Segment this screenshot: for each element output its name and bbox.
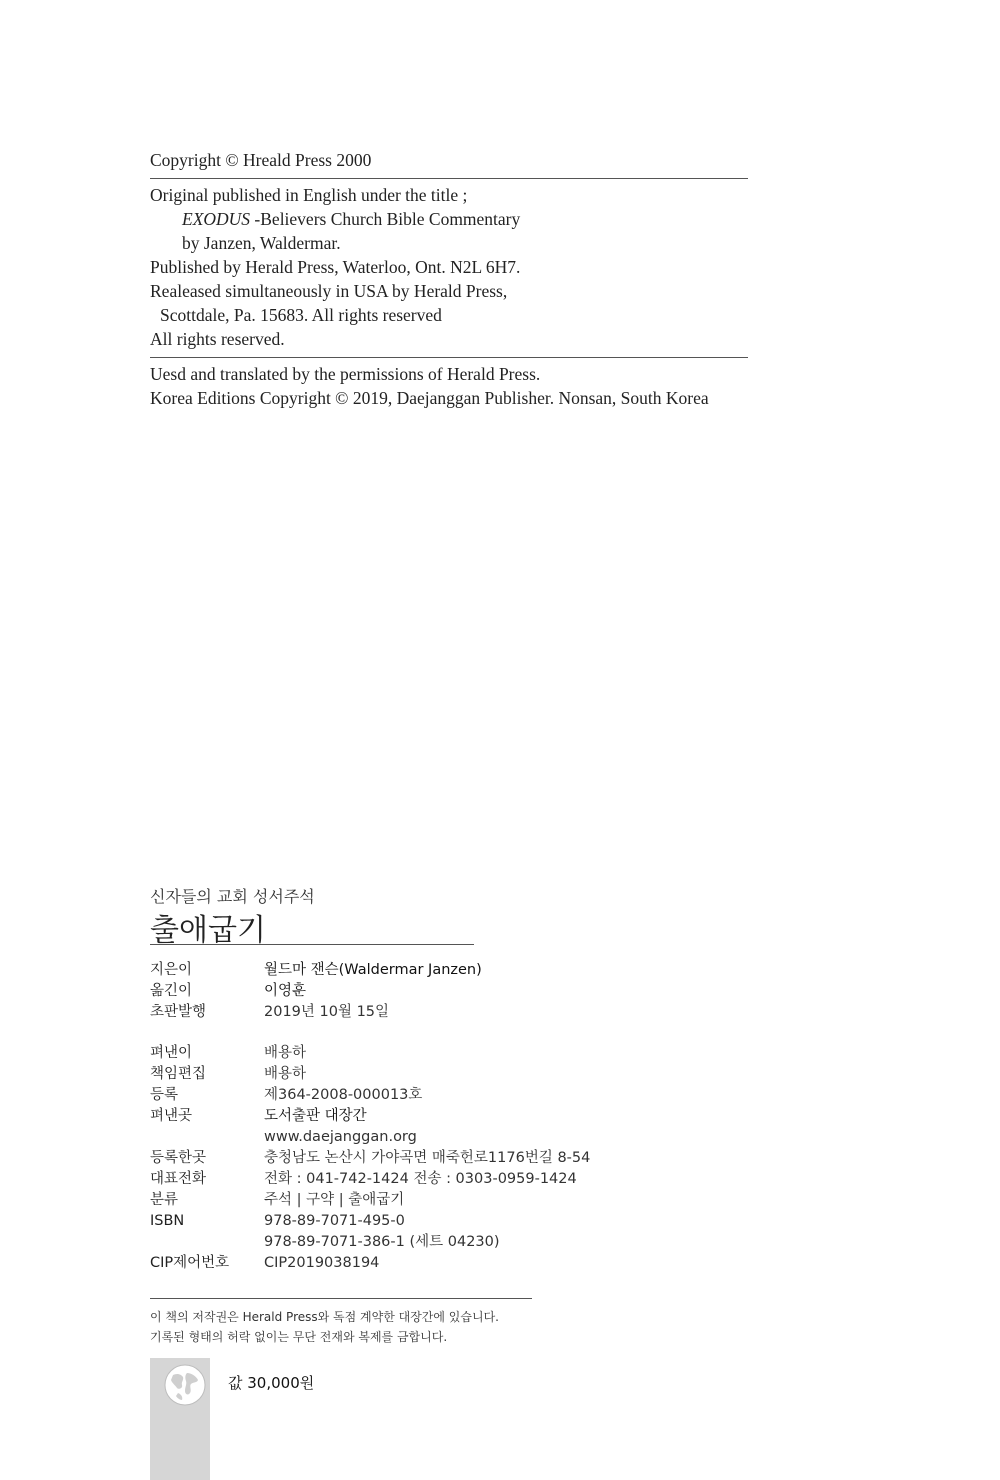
colophon-row-website bbox=[150, 1127, 590, 1148]
notice-divider bbox=[150, 1298, 532, 1299]
copyright-line: Copyright © Hreald Press 2000 bbox=[150, 150, 372, 170]
row-label: 지은이 bbox=[150, 962, 193, 978]
colophon-row-author bbox=[150, 960, 590, 981]
original-title bbox=[150, 207, 748, 231]
notice-line: 기록된 형태의 허락 없이는 무단 전재와 복제를 금합니다. bbox=[150, 1330, 448, 1344]
row-label: 옮긴이 bbox=[150, 983, 193, 999]
row-value: 배용하 bbox=[264, 1066, 307, 1082]
usa-release-line: Realeased simultaneously in USA by Herald Press, bbox=[150, 281, 508, 301]
row-value: 주석 | 구약 | 출애굽기 bbox=[264, 1192, 405, 1208]
row-label: 분류 bbox=[150, 1192, 179, 1208]
original-title-rest: -Believers Church Bible Commentary bbox=[250, 209, 521, 229]
colophon-row-cip bbox=[150, 1253, 590, 1274]
row-value: 제364-2008-000013호 bbox=[264, 1087, 423, 1103]
title-divider bbox=[150, 944, 474, 945]
colophon-row-phone bbox=[150, 1169, 590, 1190]
colophon-row-publishing-house bbox=[150, 1106, 590, 1127]
korea-copyright-line: Korea Editions Copyright © 2019, Daejanggan Publisher. Nonsan, South Korea bbox=[150, 388, 709, 408]
colophon-row-isbn-set bbox=[150, 1232, 590, 1253]
row-value: 978-89-7071-495-0 bbox=[264, 1213, 405, 1229]
row-label: 등록한곳 bbox=[150, 1150, 207, 1166]
row-label bbox=[150, 1127, 264, 1148]
row-label: 펴낸곳 bbox=[150, 1108, 193, 1124]
row-value: 2019년 10월 15일 bbox=[264, 1004, 390, 1020]
permission-line: Uesd and translated by the permissions of Herald Press. bbox=[150, 364, 541, 384]
price: 값 30,000원 bbox=[228, 1374, 315, 1392]
row-label: 초판발행 bbox=[150, 1004, 207, 1020]
colophon-row-registration bbox=[150, 1085, 590, 1106]
row-label: ISBN bbox=[150, 1213, 185, 1229]
row-label bbox=[150, 1232, 264, 1253]
row-value: 충청남도 논산시 가야곡면 매죽헌로1176번길 8-54 bbox=[264, 1150, 591, 1166]
row-value: 배용하 bbox=[264, 1045, 307, 1061]
row-value: 978-89-7071-386-1 (세트 04230) bbox=[264, 1234, 500, 1250]
copyright-block bbox=[150, 148, 748, 410]
divider bbox=[150, 357, 748, 358]
row-label: 대표전화 bbox=[150, 1171, 207, 1187]
colophon-row-editor bbox=[150, 1064, 590, 1085]
divider bbox=[150, 178, 748, 179]
colophon-row-isbn bbox=[150, 1211, 590, 1232]
row-label: 책임편집 bbox=[150, 1066, 207, 1082]
original-title-italic: EXODUS bbox=[182, 209, 251, 229]
row-value: 도서출판 대장간 bbox=[264, 1108, 367, 1124]
row-label: 등록 bbox=[150, 1087, 179, 1103]
row-label: 펴낸이 bbox=[150, 1045, 193, 1061]
globe-icon bbox=[163, 1363, 207, 1407]
colophon-row-first-edition bbox=[150, 1002, 590, 1023]
usa-address-line: Scottdale, Pa. 15683. All rights reserved bbox=[160, 305, 442, 325]
colophon bbox=[150, 960, 590, 1274]
original-author: by Janzen, Waldermar. bbox=[182, 233, 341, 253]
row-value: 월드마 잰슨(Waldermar Janzen) bbox=[264, 962, 482, 978]
colophon-row-publisher bbox=[150, 1043, 590, 1064]
series-title: 신자들의 교회 성서주석 bbox=[150, 887, 315, 906]
row-value: www.daejanggan.org bbox=[264, 1129, 417, 1145]
row-value: CIP2019038194 bbox=[264, 1255, 380, 1271]
colophon-row-translator bbox=[150, 981, 590, 1002]
publisher-line: Published by Herald Press, Waterloo, Ont. N2L 6H7. bbox=[150, 257, 521, 277]
copyright-notice bbox=[150, 1307, 499, 1347]
row-value: 전화 : 041-742-1424 전송 : 0303-0959-1424 bbox=[264, 1171, 577, 1187]
notice-line: 이 책의 저작권은 Herald Press와 독점 계약한 대장간에 있습니다. bbox=[150, 1310, 499, 1324]
colophon-row-category bbox=[150, 1190, 590, 1211]
spacer bbox=[150, 1023, 590, 1043]
row-label: CIP제어번호 bbox=[150, 1255, 230, 1271]
original-title-line: Original published in English under the title ; bbox=[150, 185, 468, 205]
rights-line: All rights reserved. bbox=[150, 329, 285, 349]
colophon-row-address bbox=[150, 1148, 590, 1169]
row-value: 이영훈 bbox=[264, 983, 307, 999]
book-title: 출애굽기 bbox=[150, 913, 266, 948]
